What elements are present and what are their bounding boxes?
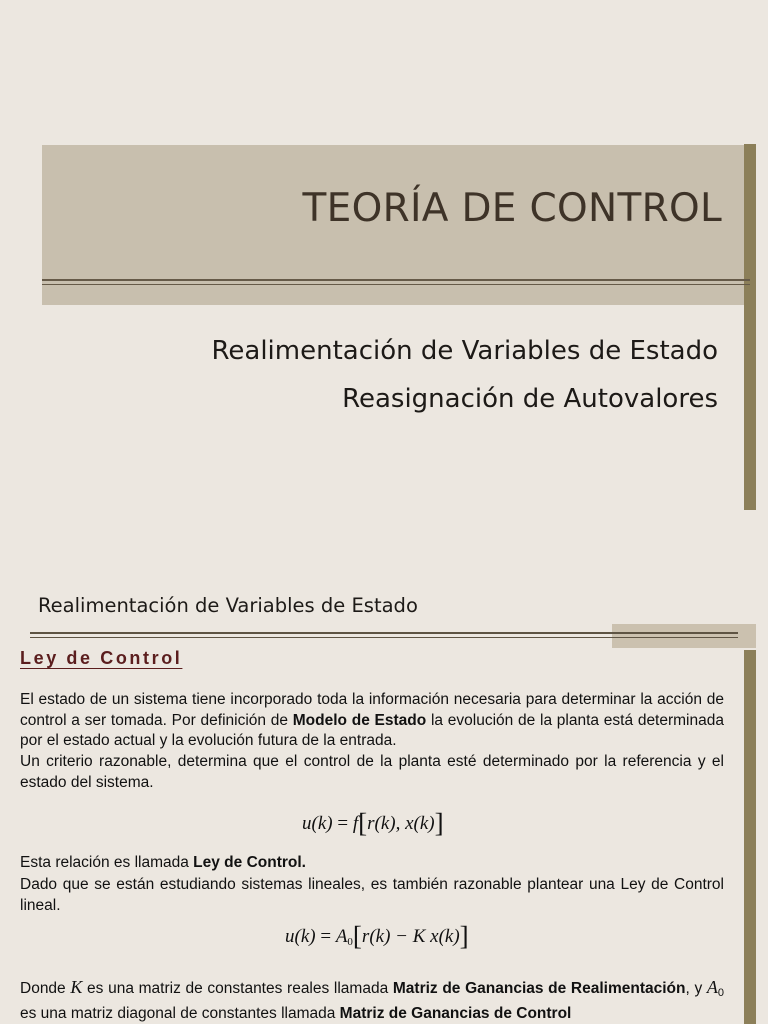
paragraph-gain-matrices: Donde K es una matriz de constantes reales llamada Matriz de Ganancias de Realimentación, y $A_0$ es una matriz diagonal de constantes llamada Matriz de Ganancias de Control	[20, 977, 725, 1022]
subtitle-line-1: Realimentación de Variables de Estado	[211, 336, 718, 366]
ley-de-control-heading: Ley de Control	[20, 648, 183, 668]
section-divider-line-thin	[30, 637, 738, 638]
equation-control-law: u(k) = f[r(k), x(k)]	[302, 808, 444, 838]
paragraph-state-info: El estado de un sistema tiene incorporado toda la información necesaria para determinar la acción de control a ser tomada. Por definición de Modelo de Estado la evolución de la planta está determinada por el estado actual y la evolución futura de la entrada.	[20, 691, 724, 749]
paragraph-criterion: Un criterio razonable, determina que el control de la planta esté determinado por la referencia y el estado del sistema.	[20, 753, 724, 791]
paragraph-linear-law: Dado que se están estudiando sistemas lineales, es también razonable plantear una Ley de Control lineal.	[20, 876, 724, 914]
slide-title: TEORÍA DE CONTROL	[302, 186, 722, 231]
section-divider-line	[30, 632, 738, 634]
paragraph-law-name: Esta relación es llamada Ley de Control.	[20, 854, 306, 871]
content-accent-bar	[744, 650, 756, 1024]
subtitle-line-2: Reasignación de Autovalores	[342, 384, 718, 414]
title-accent-bar	[744, 144, 756, 510]
ley-de-control-term: Ley de Control.	[193, 854, 306, 871]
control-gain-matrix-term: Matriz de Ganancias de Control	[339, 1004, 572, 1022]
title-divider-line-thin	[42, 284, 750, 285]
modelo-de-estado-term: Modelo de Estado	[292, 711, 427, 729]
corner-accent-box	[612, 624, 756, 648]
section-title: Realimentación de Variables de Estado	[38, 594, 418, 617]
title-divider-line	[42, 279, 750, 281]
feedback-gain-matrix-term: Matriz de Ganancias de Realimentación	[392, 980, 686, 997]
equation-linear-control-law: $u(k) = A_0[r(k) - K$ x(k)]	[285, 921, 469, 951]
